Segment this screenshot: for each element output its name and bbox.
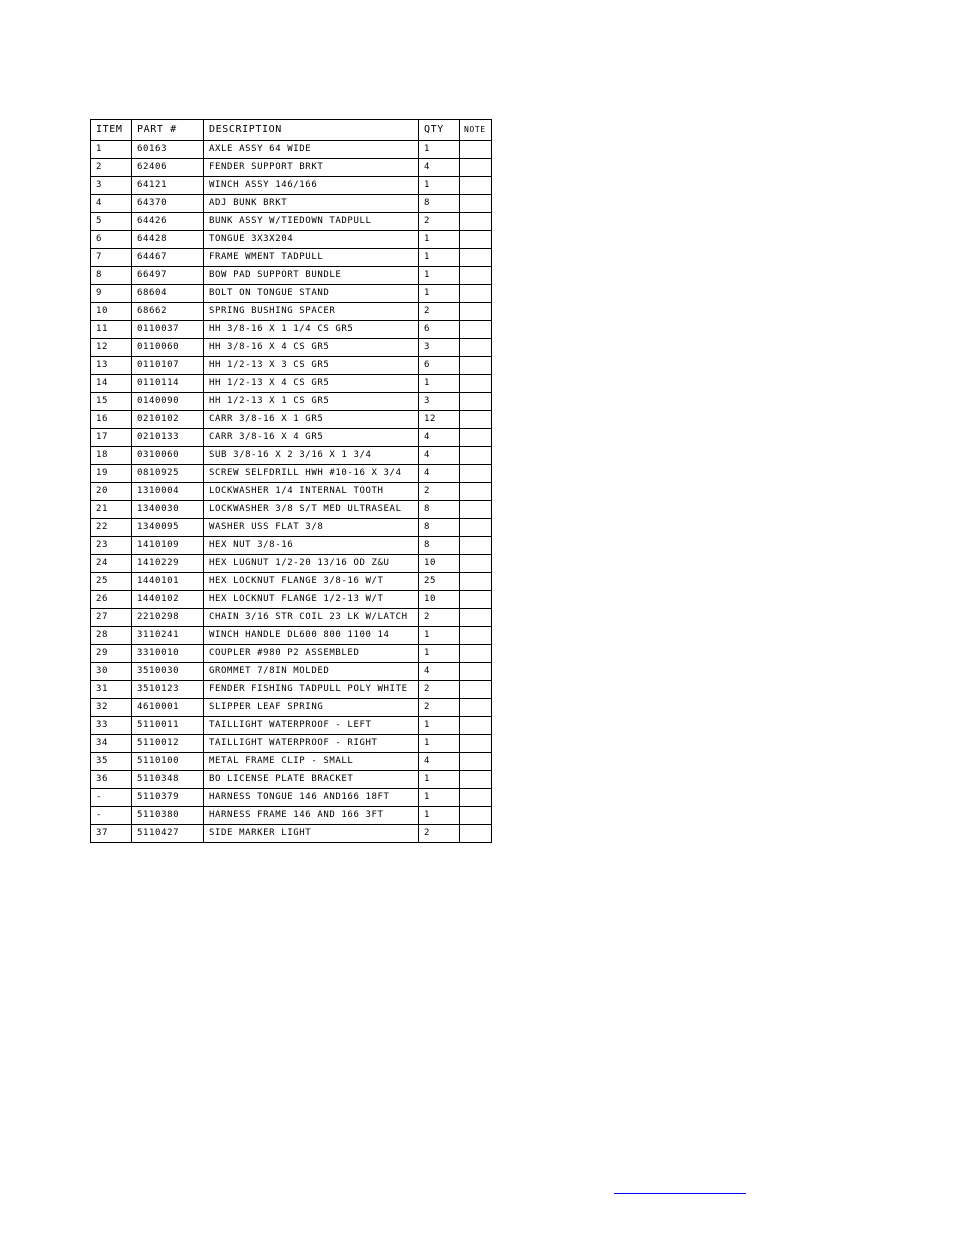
cell-item: 13 [91, 357, 132, 375]
cell-qty: 3 [419, 393, 460, 411]
table-row [91, 753, 492, 771]
cell-description: SPRING BUSHING SPACER [204, 303, 419, 321]
cell-description: CHAIN 3/16 STR COIL 23 LK W/LATCH [204, 609, 419, 627]
cell-part-number: 68662 [132, 303, 204, 321]
table-row [91, 807, 492, 825]
cell-note [460, 321, 492, 339]
table-row [91, 267, 492, 285]
cell-qty: 8 [419, 195, 460, 213]
cell-qty: 1 [419, 141, 460, 159]
cell-qty: 4 [419, 465, 460, 483]
table-row [91, 177, 492, 195]
cell-note [460, 447, 492, 465]
table-row [91, 663, 492, 681]
cell-description: HEX LOCKNUT FLANGE 3/8-16 W/T [204, 573, 419, 591]
cell-qty: 4 [419, 447, 460, 465]
header-qty: QTY [419, 120, 460, 141]
cell-part-number: 64121 [132, 177, 204, 195]
cell-note [460, 339, 492, 357]
table-row [91, 357, 492, 375]
cell-part-number: 5110348 [132, 771, 204, 789]
table-row [91, 141, 492, 159]
table-row [91, 429, 492, 447]
cell-note [460, 789, 492, 807]
cell-item: 32 [91, 699, 132, 717]
cell-qty: 6 [419, 357, 460, 375]
cell-note [460, 141, 492, 159]
cell-description: HH 3/8-16 X 4 CS GR5 [204, 339, 419, 357]
cell-qty: 2 [419, 213, 460, 231]
cell-note [460, 267, 492, 285]
cell-description: HEX NUT 3/8-16 [204, 537, 419, 555]
cell-qty: 2 [419, 681, 460, 699]
table-row [91, 699, 492, 717]
cell-part-number: 64428 [132, 231, 204, 249]
cell-part-number: 1340095 [132, 519, 204, 537]
cell-qty: 1 [419, 807, 460, 825]
cell-part-number: 5110012 [132, 735, 204, 753]
cell-part-number: 0140090 [132, 393, 204, 411]
cell-item: 35 [91, 753, 132, 771]
cell-note [460, 591, 492, 609]
cell-note [460, 645, 492, 663]
table-row [91, 375, 492, 393]
cell-note [460, 717, 492, 735]
table-row [91, 717, 492, 735]
cell-note [460, 411, 492, 429]
cell-item: 12 [91, 339, 132, 357]
cell-qty: 1 [419, 285, 460, 303]
table-row [91, 195, 492, 213]
cell-part-number: 64467 [132, 249, 204, 267]
cell-item: 18 [91, 447, 132, 465]
cell-note [460, 825, 492, 843]
cell-description: GROMMET 7/8IN MOLDED [204, 663, 419, 681]
table-row [91, 519, 492, 537]
cell-note [460, 375, 492, 393]
cell-qty: 2 [419, 609, 460, 627]
table-row [91, 213, 492, 231]
cell-part-number: 5110011 [132, 717, 204, 735]
cell-qty: 1 [419, 375, 460, 393]
cell-item: 11 [91, 321, 132, 339]
cell-item: 36 [91, 771, 132, 789]
table-row [91, 303, 492, 321]
cell-description: SLIPPER LEAF SPRING [204, 699, 419, 717]
cell-part-number: 1410229 [132, 555, 204, 573]
cell-item: 14 [91, 375, 132, 393]
cell-note [460, 807, 492, 825]
cell-qty: 8 [419, 537, 460, 555]
cell-qty: 25 [419, 573, 460, 591]
cell-qty: 8 [419, 501, 460, 519]
table-row [91, 321, 492, 339]
table-row [91, 789, 492, 807]
cell-item: 9 [91, 285, 132, 303]
cell-qty: 1 [419, 717, 460, 735]
cell-qty: 1 [419, 735, 460, 753]
cell-item: 3 [91, 177, 132, 195]
cell-item: 31 [91, 681, 132, 699]
cell-part-number: 0110037 [132, 321, 204, 339]
cell-item: 6 [91, 231, 132, 249]
cell-note [460, 537, 492, 555]
table-row [91, 483, 492, 501]
table-row [91, 609, 492, 627]
cell-description: HEX LUGNUT 1/2-20 13/16 OD Z&U [204, 555, 419, 573]
cell-item: 2 [91, 159, 132, 177]
footer-link[interactable] [614, 1179, 746, 1194]
parts-table-body [91, 141, 492, 843]
cell-part-number: 0110107 [132, 357, 204, 375]
header-item: ITEM [91, 120, 132, 141]
cell-description: HARNESS TONGUE 146 AND166 18FT [204, 789, 419, 807]
cell-item: 20 [91, 483, 132, 501]
cell-part-number: 5110379 [132, 789, 204, 807]
table-row [91, 555, 492, 573]
cell-part-number: 64370 [132, 195, 204, 213]
cell-description: TAILLIGHT WATERPROOF - RIGHT [204, 735, 419, 753]
cell-note [460, 231, 492, 249]
cell-description: WINCH HANDLE DL600 800 1100 14 [204, 627, 419, 645]
cell-note [460, 771, 492, 789]
cell-item: 16 [91, 411, 132, 429]
cell-qty: 2 [419, 825, 460, 843]
table-row [91, 645, 492, 663]
cell-note [460, 573, 492, 591]
cell-description: HEX LOCKNUT FLANGE 1/2-13 W/T [204, 591, 419, 609]
cell-item: 10 [91, 303, 132, 321]
cell-description: BOLT ON TONGUE STAND [204, 285, 419, 303]
cell-description: FENDER SUPPORT BRKT [204, 159, 419, 177]
cell-note [460, 483, 492, 501]
cell-part-number: 0310060 [132, 447, 204, 465]
cell-qty: 1 [419, 177, 460, 195]
cell-description: FRAME WMENT TADPULL [204, 249, 419, 267]
cell-qty: 4 [419, 159, 460, 177]
cell-description: BOW PAD SUPPORT BUNDLE [204, 267, 419, 285]
cell-qty: 6 [419, 321, 460, 339]
cell-description: SCREW SELFDRILL HWH #10-16 X 3/4 [204, 465, 419, 483]
cell-note [460, 699, 492, 717]
cell-item: 37 [91, 825, 132, 843]
cell-description: BUNK ASSY W/TIEDOWN TADPULL [204, 213, 419, 231]
cell-note [460, 357, 492, 375]
cell-item: 8 [91, 267, 132, 285]
cell-description: ADJ BUNK BRKT [204, 195, 419, 213]
cell-description: CARR 3/8-16 X 1 GR5 [204, 411, 419, 429]
cell-part-number: 1310004 [132, 483, 204, 501]
cell-qty: 4 [419, 429, 460, 447]
cell-description: HH 3/8-16 X 1 1/4 CS GR5 [204, 321, 419, 339]
cell-note [460, 195, 492, 213]
cell-item: 7 [91, 249, 132, 267]
cell-qty: 1 [419, 267, 460, 285]
cell-part-number: 66497 [132, 267, 204, 285]
cell-note [460, 753, 492, 771]
header-note: NOTE [460, 120, 492, 141]
cell-part-number: 1440101 [132, 573, 204, 591]
cell-qty: 1 [419, 231, 460, 249]
cell-item: 19 [91, 465, 132, 483]
cell-note [460, 627, 492, 645]
cell-description: LOCKWASHER 1/4 INTERNAL TOOTH [204, 483, 419, 501]
cell-qty: 10 [419, 591, 460, 609]
cell-item: 29 [91, 645, 132, 663]
cell-note [460, 735, 492, 753]
cell-part-number: 3510123 [132, 681, 204, 699]
table-row [91, 393, 492, 411]
cell-description: WASHER USS FLAT 3/8 [204, 519, 419, 537]
header-description: DESCRIPTION [204, 120, 419, 141]
cell-qty: 1 [419, 249, 460, 267]
cell-item: 22 [91, 519, 132, 537]
cell-description: FENDER FISHING TADPULL POLY WHITE [204, 681, 419, 699]
cell-description: BO LICENSE PLATE BRACKET [204, 771, 419, 789]
cell-description: LOCKWASHER 3/8 S/T MED ULTRASEAL [204, 501, 419, 519]
cell-part-number: 0110060 [132, 339, 204, 357]
cell-description: TONGUE 3X3X204 [204, 231, 419, 249]
table-row [91, 465, 492, 483]
cell-note [460, 501, 492, 519]
table-row [91, 501, 492, 519]
cell-item: 23 [91, 537, 132, 555]
cell-description: WINCH ASSY 146/166 [204, 177, 419, 195]
table-row [91, 231, 492, 249]
cell-description: HH 1/2-13 X 4 CS GR5 [204, 375, 419, 393]
cell-note [460, 159, 492, 177]
cell-part-number: 3110241 [132, 627, 204, 645]
cell-description: HH 1/2-13 X 3 CS GR5 [204, 357, 419, 375]
header-part-number: PART # [132, 120, 204, 141]
cell-description: SIDE MARKER LIGHT [204, 825, 419, 843]
cell-qty: 4 [419, 753, 460, 771]
cell-description: HARNESS FRAME 146 AND 166 3FT [204, 807, 419, 825]
cell-part-number: 3510030 [132, 663, 204, 681]
cell-part-number: 1410109 [132, 537, 204, 555]
cell-note [460, 519, 492, 537]
cell-qty: 1 [419, 645, 460, 663]
table-row [91, 771, 492, 789]
cell-item: 26 [91, 591, 132, 609]
cell-part-number: 1440102 [132, 591, 204, 609]
cell-part-number: 62406 [132, 159, 204, 177]
cell-note [460, 555, 492, 573]
cell-part-number: 0210102 [132, 411, 204, 429]
cell-part-number: 0810925 [132, 465, 204, 483]
cell-item: - [91, 789, 132, 807]
cell-part-number: 5110427 [132, 825, 204, 843]
cell-part-number: 1340030 [132, 501, 204, 519]
table-row [91, 681, 492, 699]
table-row [91, 285, 492, 303]
cell-part-number: 3310010 [132, 645, 204, 663]
cell-item: 33 [91, 717, 132, 735]
cell-qty: 2 [419, 699, 460, 717]
cell-item: 27 [91, 609, 132, 627]
cell-qty: 12 [419, 411, 460, 429]
cell-description: COUPLER #980 P2 ASSEMBLED [204, 645, 419, 663]
cell-part-number: 68604 [132, 285, 204, 303]
table-header-row [91, 120, 492, 141]
table-row [91, 573, 492, 591]
cell-qty: 4 [419, 663, 460, 681]
cell-note [460, 285, 492, 303]
cell-item: 1 [91, 141, 132, 159]
table-row [91, 825, 492, 843]
cell-part-number: 64426 [132, 213, 204, 231]
cell-note [460, 465, 492, 483]
cell-note [460, 429, 492, 447]
cell-qty: 1 [419, 627, 460, 645]
cell-qty: 8 [419, 519, 460, 537]
cell-part-number: 60163 [132, 141, 204, 159]
table-row [91, 411, 492, 429]
cell-note [460, 213, 492, 231]
cell-item: 25 [91, 573, 132, 591]
table-row [91, 447, 492, 465]
cell-note [460, 249, 492, 267]
cell-item: 4 [91, 195, 132, 213]
table-row [91, 627, 492, 645]
table-row [91, 159, 492, 177]
cell-item: 28 [91, 627, 132, 645]
cell-item: 30 [91, 663, 132, 681]
cell-note [460, 663, 492, 681]
cell-note [460, 393, 492, 411]
cell-item: 24 [91, 555, 132, 573]
table-row [91, 249, 492, 267]
cell-note [460, 681, 492, 699]
cell-qty: 3 [419, 339, 460, 357]
cell-item: - [91, 807, 132, 825]
table-row [91, 591, 492, 609]
table-row [91, 537, 492, 555]
cell-item: 5 [91, 213, 132, 231]
cell-qty: 1 [419, 771, 460, 789]
cell-part-number: 0210133 [132, 429, 204, 447]
parts-list-table [90, 119, 492, 843]
cell-part-number: 4610001 [132, 699, 204, 717]
table-row [91, 735, 492, 753]
cell-part-number: 5110380 [132, 807, 204, 825]
cell-item: 21 [91, 501, 132, 519]
cell-qty: 10 [419, 555, 460, 573]
cell-qty: 1 [419, 789, 460, 807]
cell-description: HH 1/2-13 X 1 CS GR5 [204, 393, 419, 411]
cell-description: CARR 3/8-16 X 4 GR5 [204, 429, 419, 447]
cell-description: AXLE ASSY 64 WIDE [204, 141, 419, 159]
cell-item: 34 [91, 735, 132, 753]
cell-part-number: 5110100 [132, 753, 204, 771]
cell-description: METAL FRAME CLIP - SMALL [204, 753, 419, 771]
cell-part-number: 0110114 [132, 375, 204, 393]
cell-note [460, 303, 492, 321]
cell-description: SUB 3/8-16 X 2 3/16 X 1 3/4 [204, 447, 419, 465]
cell-note [460, 609, 492, 627]
cell-note [460, 177, 492, 195]
cell-item: 17 [91, 429, 132, 447]
cell-part-number: 2210298 [132, 609, 204, 627]
cell-description: TAILLIGHT WATERPROOF - LEFT [204, 717, 419, 735]
cell-qty: 2 [419, 483, 460, 501]
cell-qty: 2 [419, 303, 460, 321]
table-row [91, 339, 492, 357]
cell-item: 15 [91, 393, 132, 411]
